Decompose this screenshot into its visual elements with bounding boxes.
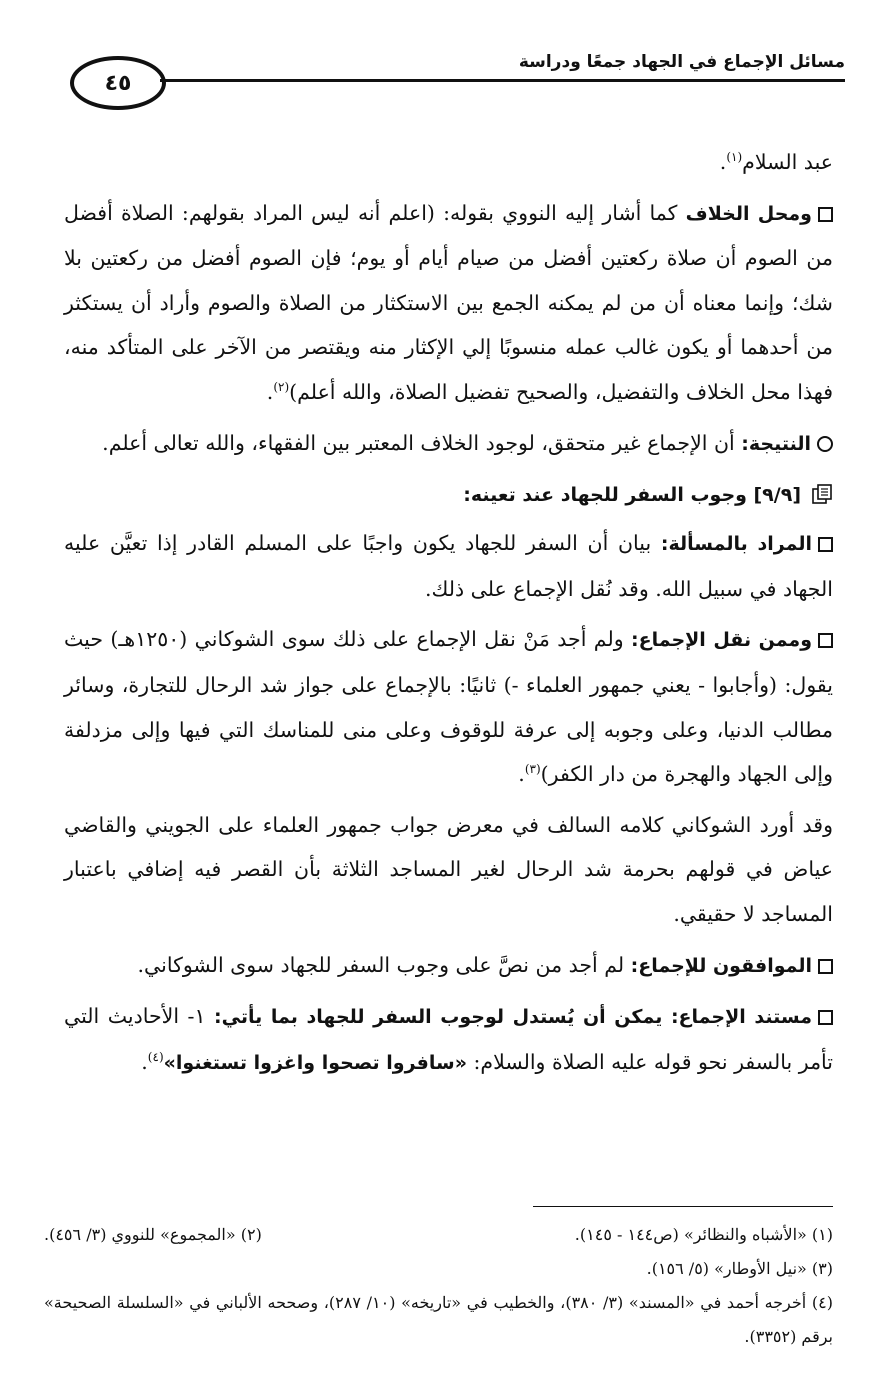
footnote-ref[interactable]: (٣) — [524, 762, 541, 777]
paragraph-end: . — [266, 379, 274, 404]
paragraph-meaning — [64, 521, 833, 611]
paragraph-text: لم أجد من نصَّ على وجوب السفر للجهاد سوى الشوكاني. — [137, 952, 631, 977]
section-title: وجوب السفر للجهاد عند تعينه: — [463, 484, 747, 507]
footnote-row — [44, 1218, 833, 1252]
hadith-quote: «سافروا تصحوا واغزوا تستغنوا» — [163, 1051, 467, 1074]
section-heading — [64, 472, 833, 517]
paragraph-text: وقد أورد الشوكاني كلامه السالف في معرض جواب جمهور العلماء على الجويني والقاضي عياض في قولهم بحرمة شد الرحال لغير المساجد الثلاثة بأن القصر فيه إضافي باعتبار المساجد لا حقيقي. — [64, 812, 833, 926]
paragraph-lead: الموافقون للإجماع: — [630, 954, 812, 977]
paragraph-end: . — [141, 1049, 148, 1074]
paragraph-continuation — [64, 140, 833, 185]
footnote-ref[interactable]: (٢) — [273, 380, 290, 395]
paragraph-shawkani — [64, 803, 833, 937]
page-number: ٤٥ — [104, 70, 132, 96]
paragraph-dispute-point — [64, 191, 833, 415]
paragraph-end: . — [719, 150, 727, 174]
footnote-1: (١) «الأشباه والنظائر» (ص١٤٤ - ١٤٥). — [574, 1225, 833, 1244]
documents-icon — [811, 483, 833, 505]
paragraph-text: أن الإجماع غير متحقق، لوجود الخلاف المعتبر بين الفقهاء، والله تعالى أعلم. — [102, 430, 742, 455]
footnote-separator — [533, 1206, 833, 1207]
paragraph-text: عبد السلام — [742, 150, 833, 174]
paragraph-transmitters — [64, 617, 833, 796]
footnote-4: (٤) أخرجه أحمد في «المسند» (٣/ ٣٨٠)، والخطيب في «تاريخه» (١٠/ ٢٨٧)، وصححه الألباني في «السلسلة الصحيحة» برقم (٣٣٥٢). — [44, 1293, 833, 1346]
paragraph-lead: وممن نقل الإجماع: — [631, 629, 813, 652]
paragraph-result — [64, 421, 833, 467]
square-bullet-icon — [818, 1010, 833, 1025]
square-bullet-icon — [818, 959, 833, 974]
square-bullet-icon — [818, 537, 833, 552]
footnote-ref[interactable]: (١) — [726, 150, 743, 165]
paragraph-agreeing — [64, 943, 833, 989]
footnotes — [44, 1218, 833, 1354]
paragraph-text: ١- الأحاديث التي تأمر بالسفر نحو قوله عليه الصلاة والسلام: — [64, 1004, 833, 1074]
header-rule — [160, 79, 845, 82]
running-header — [70, 46, 845, 106]
paragraph-lead: المراد بالمسألة: — [660, 533, 812, 556]
square-bullet-icon — [818, 633, 833, 648]
paragraph-basis — [64, 994, 833, 1085]
square-bullet-icon — [818, 207, 833, 222]
paragraph-lead: النتيجة: — [741, 432, 811, 455]
footnote-3: (٣) «نيل الأوطار» (٥/ ١٥٦). — [646, 1259, 833, 1278]
paragraph-end: . — [518, 762, 525, 787]
footnote-ref[interactable]: (٤) — [147, 1049, 164, 1064]
circle-bullet-icon — [817, 436, 833, 452]
footnote-2: (٢) «المجموع» للنووي (٣/ ٤٥٦). — [44, 1225, 262, 1244]
section-number: [٩/٩] — [753, 484, 801, 507]
header-title: مسائل الإجماع في الجهاد جمعًا ودراسة — [518, 52, 845, 72]
paragraph-text: كما أشار إليه النووي بقوله: (اعلم أنه ليس المراد بقولهم: الصلاة أفضل من الصوم أن صلاة ركعتين أفضل من صيام أيام أو يوم؛ فإن الصوم أفضل من ركعتين بلا شك؛ وإنما معناه أن من لم يمكنه الجمع بين الاستكثار من الصلاة والصوم وأراد أن يستكثر من أحدهما أو يكون غالب عمله منسوبًا إلي الإكثار منه ويقتصر من الآخر على المتأكد منه، فهذا محل الخلاف والتفضيل، والصحيح تفضيل الصلاة، والله أعلم) — [64, 200, 833, 404]
paragraph-lead: ومحل الخلاف — [685, 202, 812, 225]
main-text — [64, 140, 833, 1091]
page-number-oval — [70, 56, 166, 110]
paragraph-lead: مستند الإجماع: يمكن أن يُستدل لوجوب السفر للجهاد بما يأتي: — [214, 1006, 812, 1029]
paragraph-text: بيان أن السفر للجهاد يكون واجبًا على المسلم القادر إذا تعيَّن عليه الجهاد في سبيل الله. وقد نُقل الإجماع على ذلك. — [64, 531, 833, 601]
paragraph-text: ولم أجد مَنْ نقل الإجماع على ذلك سوى الشوكاني (١٢٥٠هـ) حيث يقول: (وأجابوا - يعني جمهور العلماء -) ثانيًا: بالإجماع على جواز شد الرحال للتجارة، وسائر مطالب الدنيا، وعلى وجوبه إلى عرفة للوقوف وعلى منى للمناسك التي فيها وإلى مزدلفة وإلى الجهاد والهجرة من دار الكفر) — [64, 627, 833, 787]
